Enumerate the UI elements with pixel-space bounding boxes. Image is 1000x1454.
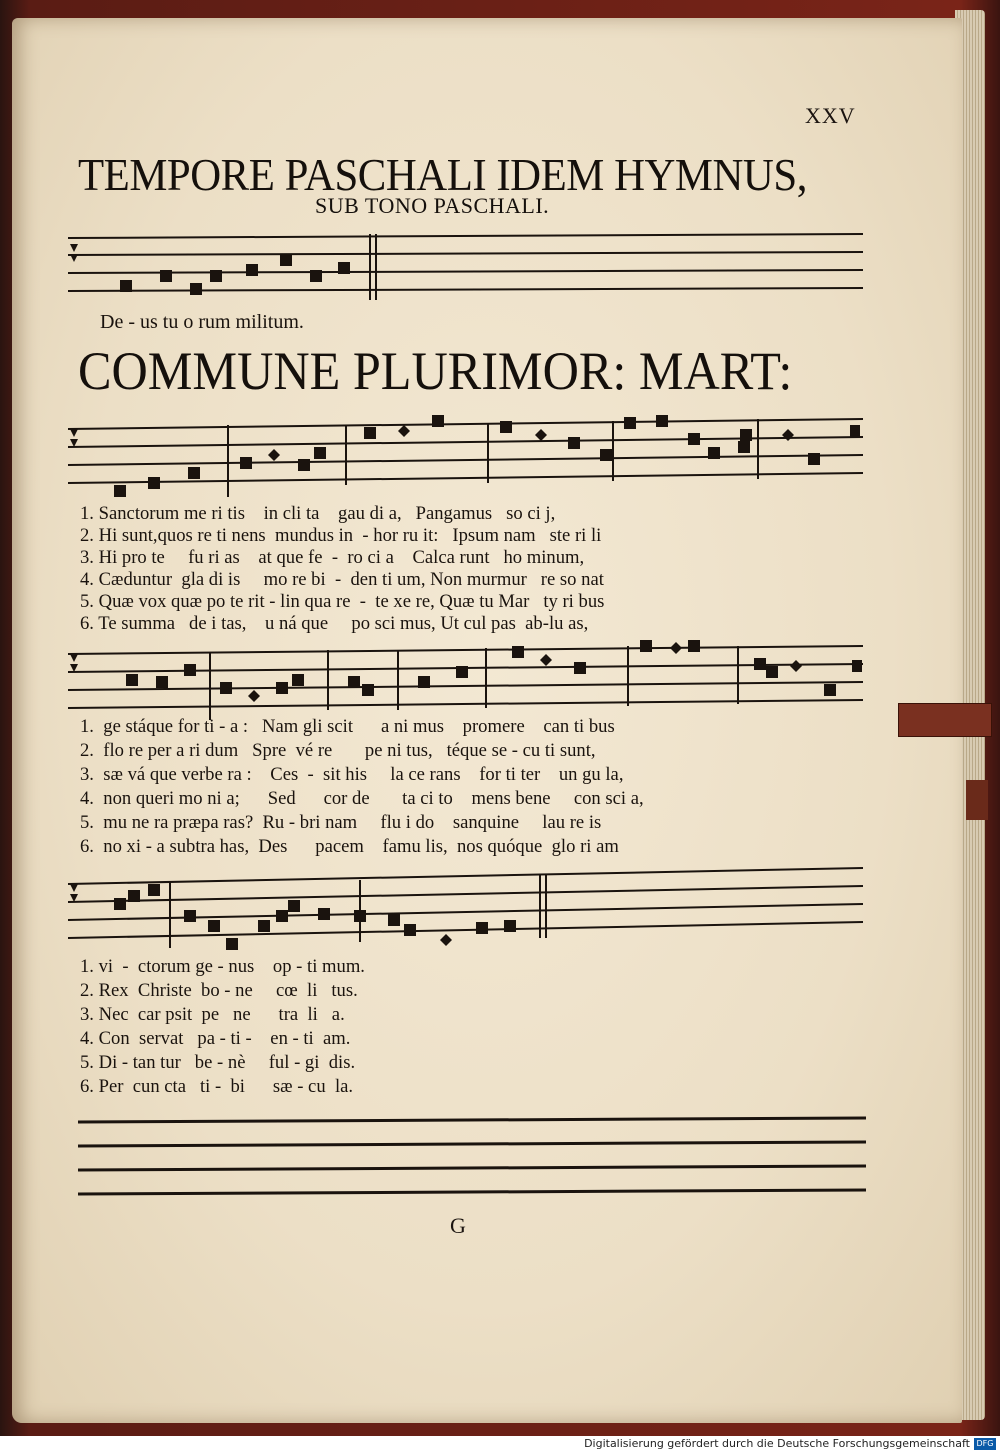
music-staff-2: [68, 405, 863, 500]
ribbon-marker: [898, 703, 992, 737]
music-staff-1: [68, 218, 863, 300]
dfg-logo: DFG: [974, 1438, 996, 1450]
verse-line: 4. non queri mo ni a; Sed cor de ta ci to mens bene con sci a,: [80, 788, 644, 809]
verse-line: 6. no xi - a subtra has, Des pacem famu lis, nos quóque glo ri am: [80, 836, 619, 857]
verse-line: 4. Con servat pa - ti - en - ti am.: [80, 1028, 351, 1049]
verse-line: 3. Nec car psit pe ne tra li a.: [80, 1004, 345, 1025]
verse-line: 3. sæ vá que verbe ra : Ces - sit his la ce rans for ti ter un gu la,: [80, 764, 624, 785]
empty-staff: [78, 1110, 868, 1200]
verse-line: 2. flo re per a ri dum Spre vé re pe ni tus, téque se - cu ti sunt,: [80, 740, 596, 761]
section-title: COMMUNE PLURIMOR: MART:: [78, 341, 793, 401]
verse-line: 6. Per cun cta ti - bi sæ - cu la.: [80, 1076, 354, 1097]
page-number: XXV: [805, 103, 856, 128]
verse-line: 3. Hi pro te fu ri as at que fe - ro ci a Calca runt ho minum,: [80, 547, 585, 568]
hymn-subtitle: SUB TONO PASCHALI.: [315, 193, 550, 218]
verse-line: 5. Di - tan tur be - nè ful - gi dis.: [80, 1052, 356, 1073]
verse-line: 4. Cæduntur gla di is mo re bi - den ti um, Non murmur re so nat: [80, 569, 604, 590]
verse-line: 1. ge stáque for ti - a : Nam gli scit a ni mus promere can ti bus: [80, 716, 615, 737]
verse-line: 5. Quæ vox quæ po te rit - lin qua re - te xe re, Quæ tu Mar ty ri bus: [80, 591, 605, 612]
music-staff-4: [68, 858, 863, 953]
verse-line: 6. Te summa de i tas, u ná que po sci mus, Ut cul pas ab-lu as,: [80, 613, 589, 634]
verse-line: 1. Sanctorum me ri tis in cli ta gau di a, Pangamus so ci j,: [80, 503, 556, 524]
verse-line: 2. Hi sunt,quos re ti nens mundus in - hor ru it: Ipsum nam ste ri li: [80, 525, 602, 546]
verse-line: 5. mu ne ra præpa ras? Ru - bri nam flu i do sanquine lau re is: [80, 812, 602, 833]
verse-line: 1. vi - ctorum ge - nus op - ti mum.: [80, 956, 365, 977]
verse-line: 2. Rex Christe bo - ne cœ li tus.: [80, 980, 358, 1001]
music-staff-3: [68, 630, 863, 725]
ribbon-marker-2: [966, 780, 988, 820]
lyric-line: De - us tu o rum militum.: [100, 311, 304, 333]
signature-mark: G: [450, 1213, 466, 1238]
footer-text: Digitalisierung gefördert durch die Deutsche Forschungsgemeinschaft: [584, 1437, 970, 1450]
hymn-title: TEMPORE PASCHALI IDEM HYMNUS,: [78, 149, 807, 200]
